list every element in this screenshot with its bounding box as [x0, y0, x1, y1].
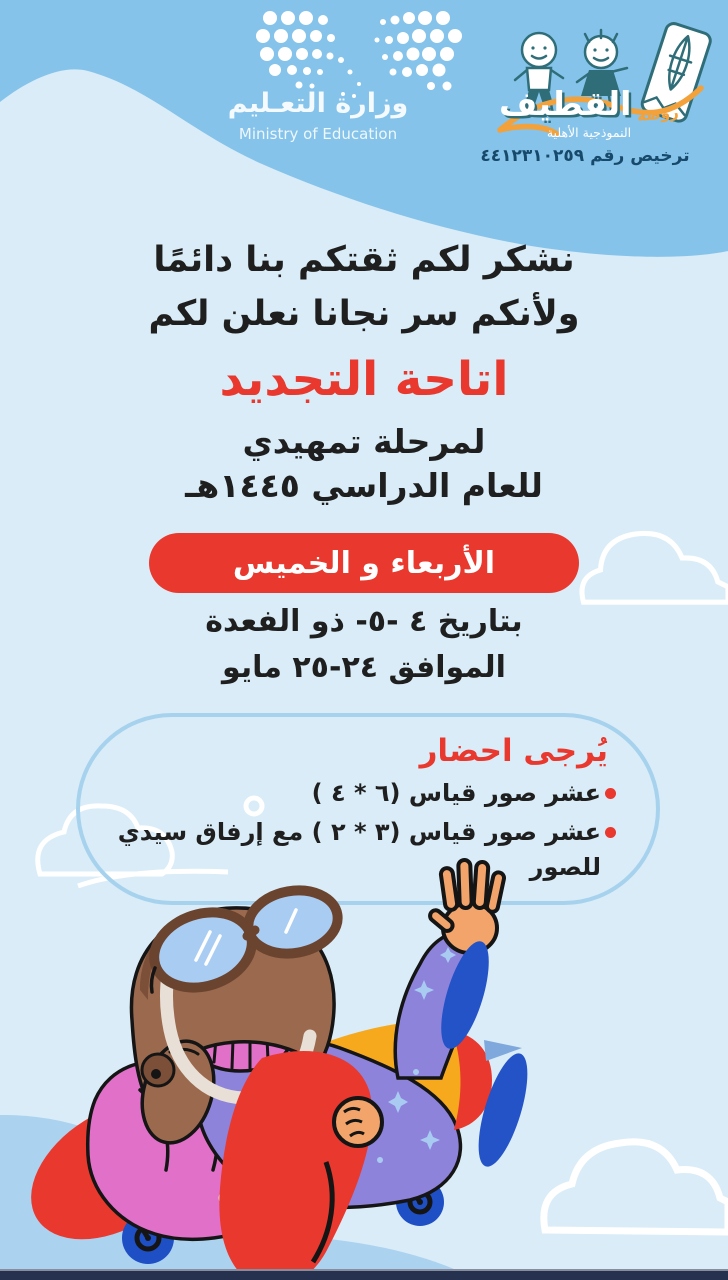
- headline: اتاحة التجديد: [219, 352, 509, 407]
- year-line: للعام الدراسي ١٤٤٥هـ: [185, 466, 543, 505]
- bullet-dot-icon: [605, 788, 616, 799]
- school-logo-text: [474, 84, 704, 140]
- date-gregorian: الموافق ٢٤-٢٥ مايو: [222, 650, 506, 685]
- license-text: ترخيص رقم ٤٤١٢٣١٠٢٥٩: [480, 146, 690, 166]
- stage-line: لمرحلة تمهيدي: [242, 422, 486, 461]
- footer-strip: [0, 1269, 728, 1280]
- school-name-prefix: روضة: [636, 102, 680, 126]
- moe-logo-text: [188, 88, 448, 143]
- moe-wordmark-ar: وزارة التعـليم: [227, 88, 409, 119]
- cloud-outline-icon: [544, 1142, 728, 1232]
- kid-fist: [334, 1098, 382, 1146]
- school-subtitle: النموذجية الأهلية: [546, 125, 632, 140]
- school-name: القطيف: [499, 84, 632, 123]
- days-pill-label: الأربعاء و الخميس: [232, 545, 496, 581]
- intro-line-2: ولأنكم سر نجانا نعلن لكم: [148, 294, 580, 334]
- moe-wordmark-en: Ministry of Education: [238, 125, 398, 143]
- bring-item: [110, 776, 616, 811]
- airplane-kid-illustration: [0, 840, 728, 1280]
- bring-item-text: عشر صور قياس (٦ * ٤ ): [311, 779, 601, 807]
- date-hijri: بتاريخ ٤ -٥- ذو الفعدة: [205, 604, 523, 639]
- cloud-outline-icon: [575, 488, 728, 628]
- bring-item-text: عشر صور قياس (٣ * ٢ ) مع إرفاق سيدي للصور: [117, 817, 601, 881]
- bring-title: يُرجى احضار: [419, 733, 608, 769]
- days-pill: [149, 533, 579, 593]
- bullet-dot-icon: [605, 827, 616, 838]
- intro-line-1: نشكر لكم ثقتكم بنا دائمًا: [153, 240, 575, 280]
